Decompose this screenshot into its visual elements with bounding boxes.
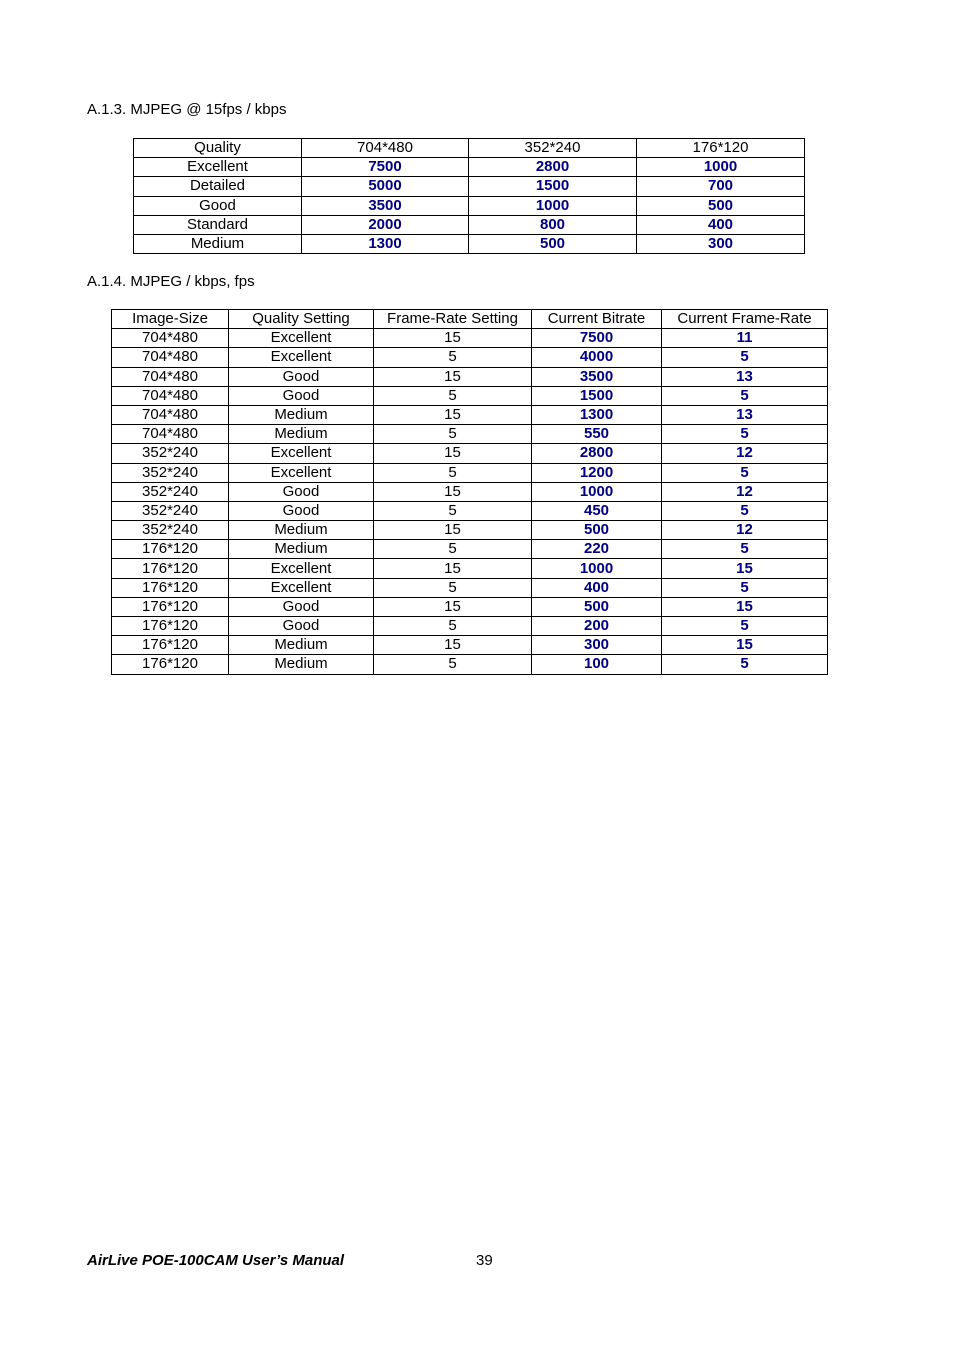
frame-rate-setting-cell: 15 bbox=[374, 329, 532, 348]
current-bitrate-cell: 500 bbox=[532, 521, 662, 540]
bitrate-cell: 1300 bbox=[302, 234, 469, 253]
quality-setting-cell: Excellent bbox=[229, 559, 374, 578]
table-row bbox=[112, 521, 828, 540]
current-bitrate-cell: 7500 bbox=[532, 329, 662, 348]
column-header: Current Bitrate bbox=[532, 310, 662, 329]
column-header: 704*480 bbox=[302, 139, 469, 158]
current-bitrate-cell: 450 bbox=[532, 501, 662, 520]
image-size-cell: 352*240 bbox=[112, 444, 229, 463]
current-frame-rate-cell: 5 bbox=[662, 655, 828, 674]
image-size-cell: 704*480 bbox=[112, 386, 229, 405]
quality-setting-cell: Good bbox=[229, 482, 374, 501]
quality-cell: Standard bbox=[134, 215, 302, 234]
current-bitrate-cell: 200 bbox=[532, 617, 662, 636]
current-bitrate-cell: 550 bbox=[532, 425, 662, 444]
quality-cell: Good bbox=[134, 196, 302, 215]
current-frame-rate-cell: 5 bbox=[662, 617, 828, 636]
column-header: Current Frame-Rate bbox=[662, 310, 828, 329]
image-size-cell: 704*480 bbox=[112, 405, 229, 424]
table-row bbox=[112, 348, 828, 367]
table-row bbox=[112, 482, 828, 501]
quality-setting-cell: Good bbox=[229, 367, 374, 386]
bitrate-cell: 2800 bbox=[469, 158, 637, 177]
bitrate-cell: 3500 bbox=[302, 196, 469, 215]
image-size-cell: 176*120 bbox=[112, 559, 229, 578]
frame-rate-setting-cell: 5 bbox=[374, 348, 532, 367]
image-size-cell: 176*120 bbox=[112, 636, 229, 655]
table-row bbox=[112, 463, 828, 482]
table-row bbox=[112, 367, 828, 386]
current-frame-rate-cell: 5 bbox=[662, 540, 828, 559]
table-row bbox=[134, 234, 805, 253]
current-bitrate-cell: 4000 bbox=[532, 348, 662, 367]
frame-rate-setting-cell: 5 bbox=[374, 501, 532, 520]
bitrate-cell: 1000 bbox=[469, 196, 637, 215]
image-size-cell: 176*120 bbox=[112, 655, 229, 674]
table-row bbox=[112, 636, 828, 655]
frame-rate-setting-cell: 15 bbox=[374, 405, 532, 424]
frame-rate-setting-cell: 15 bbox=[374, 559, 532, 578]
current-frame-rate-cell: 15 bbox=[662, 559, 828, 578]
current-bitrate-cell: 100 bbox=[532, 655, 662, 674]
bitrate-cell: 700 bbox=[637, 177, 805, 196]
bitrate-cell: 2000 bbox=[302, 215, 469, 234]
quality-setting-cell: Medium bbox=[229, 655, 374, 674]
image-size-cell: 704*480 bbox=[112, 367, 229, 386]
quality-setting-cell: Medium bbox=[229, 425, 374, 444]
table-row bbox=[112, 655, 828, 674]
table-row bbox=[112, 501, 828, 520]
frame-rate-setting-cell: 15 bbox=[374, 521, 532, 540]
column-header: Quality Setting bbox=[229, 310, 374, 329]
column-header: Quality bbox=[134, 139, 302, 158]
bitrate-cell: 800 bbox=[469, 215, 637, 234]
quality-cell: Medium bbox=[134, 234, 302, 253]
frame-rate-setting-cell: 5 bbox=[374, 386, 532, 405]
image-size-cell: 176*120 bbox=[112, 578, 229, 597]
bitrate-cell: 1500 bbox=[469, 177, 637, 196]
quality-setting-cell: Medium bbox=[229, 521, 374, 540]
image-size-cell: 352*240 bbox=[112, 463, 229, 482]
image-size-cell: 176*120 bbox=[112, 597, 229, 616]
table-header-row bbox=[134, 139, 805, 158]
column-header: 352*240 bbox=[469, 139, 637, 158]
column-header: Image-Size bbox=[112, 310, 229, 329]
current-bitrate-cell: 2800 bbox=[532, 444, 662, 463]
current-bitrate-cell: 1000 bbox=[532, 559, 662, 578]
frame-rate-setting-cell: 5 bbox=[374, 463, 532, 482]
quality-setting-cell: Good bbox=[229, 617, 374, 636]
quality-setting-cell: Excellent bbox=[229, 348, 374, 367]
image-size-cell: 176*120 bbox=[112, 617, 229, 636]
frame-rate-setting-cell: 15 bbox=[374, 367, 532, 386]
current-frame-rate-cell: 11 bbox=[662, 329, 828, 348]
current-frame-rate-cell: 5 bbox=[662, 348, 828, 367]
table-row bbox=[112, 386, 828, 405]
column-header: Frame-Rate Setting bbox=[374, 310, 532, 329]
quality-cell: Detailed bbox=[134, 177, 302, 196]
frame-rate-setting-cell: 15 bbox=[374, 636, 532, 655]
frame-rate-setting-cell: 5 bbox=[374, 617, 532, 636]
table-row bbox=[112, 405, 828, 424]
frame-rate-setting-cell: 15 bbox=[374, 597, 532, 616]
table-row bbox=[112, 329, 828, 348]
quality-setting-cell: Excellent bbox=[229, 329, 374, 348]
current-bitrate-cell: 1500 bbox=[532, 386, 662, 405]
table-row bbox=[112, 559, 828, 578]
current-frame-rate-cell: 15 bbox=[662, 636, 828, 655]
table-row bbox=[134, 215, 805, 234]
current-frame-rate-cell: 5 bbox=[662, 425, 828, 444]
table-row bbox=[134, 196, 805, 215]
column-header: 176*120 bbox=[637, 139, 805, 158]
bitrate-cell: 1000 bbox=[637, 158, 805, 177]
table-row bbox=[112, 597, 828, 616]
image-size-cell: 704*480 bbox=[112, 329, 229, 348]
bitrate-cell: 7500 bbox=[302, 158, 469, 177]
quality-setting-cell: Good bbox=[229, 597, 374, 616]
table-row bbox=[112, 444, 828, 463]
table-row bbox=[112, 578, 828, 597]
table-header-row bbox=[112, 310, 828, 329]
section-heading-mjpeg-kbps-fps: A.1.4. MJPEG / kbps, fps bbox=[87, 273, 255, 290]
current-bitrate-cell: 300 bbox=[532, 636, 662, 655]
bitrate-cell: 500 bbox=[469, 234, 637, 253]
quality-setting-cell: Medium bbox=[229, 636, 374, 655]
current-frame-rate-cell: 12 bbox=[662, 482, 828, 501]
bitrate-framerate-table-body bbox=[112, 329, 828, 674]
quality-cell: Excellent bbox=[134, 158, 302, 177]
table-row bbox=[112, 425, 828, 444]
section-heading-mjpeg-15fps: A.1.3. MJPEG @ 15fps / kbps bbox=[87, 101, 287, 118]
quality-setting-cell: Excellent bbox=[229, 578, 374, 597]
table-row bbox=[112, 617, 828, 636]
frame-rate-setting-cell: 5 bbox=[374, 655, 532, 674]
table-row bbox=[134, 158, 805, 177]
current-bitrate-cell: 1300 bbox=[532, 405, 662, 424]
footer-manual-title: AirLive POE-100CAM User’s Manual bbox=[87, 1252, 345, 1269]
table-row bbox=[112, 540, 828, 559]
frame-rate-setting-cell: 5 bbox=[374, 425, 532, 444]
current-frame-rate-cell: 13 bbox=[662, 405, 828, 424]
quality-setting-cell: Good bbox=[229, 386, 374, 405]
frame-rate-setting-cell: 5 bbox=[374, 540, 532, 559]
current-bitrate-cell: 500 bbox=[532, 597, 662, 616]
image-size-cell: 704*480 bbox=[112, 425, 229, 444]
bitrate-cell: 400 bbox=[637, 215, 805, 234]
image-size-cell: 352*240 bbox=[112, 501, 229, 520]
current-bitrate-cell: 1000 bbox=[532, 482, 662, 501]
quality-setting-cell: Excellent bbox=[229, 463, 374, 482]
image-size-cell: 176*120 bbox=[112, 540, 229, 559]
current-bitrate-cell: 220 bbox=[532, 540, 662, 559]
current-frame-rate-cell: 5 bbox=[662, 463, 828, 482]
bitrate-cell: 300 bbox=[637, 234, 805, 253]
bitrate-framerate-table bbox=[111, 309, 828, 675]
current-frame-rate-cell: 5 bbox=[662, 386, 828, 405]
bitrate-cell: 500 bbox=[637, 196, 805, 215]
current-bitrate-cell: 3500 bbox=[532, 367, 662, 386]
image-size-cell: 352*240 bbox=[112, 482, 229, 501]
quality-setting-cell: Medium bbox=[229, 540, 374, 559]
current-frame-rate-cell: 15 bbox=[662, 597, 828, 616]
current-bitrate-cell: 400 bbox=[532, 578, 662, 597]
current-frame-rate-cell: 13 bbox=[662, 367, 828, 386]
footer-page-number: 39 bbox=[476, 1252, 493, 1269]
table-row bbox=[134, 177, 805, 196]
frame-rate-setting-cell: 15 bbox=[374, 482, 532, 501]
image-size-cell: 704*480 bbox=[112, 348, 229, 367]
frame-rate-setting-cell: 15 bbox=[374, 444, 532, 463]
quality-bitrate-table bbox=[133, 138, 805, 254]
current-frame-rate-cell: 5 bbox=[662, 578, 828, 597]
current-bitrate-cell: 1200 bbox=[532, 463, 662, 482]
quality-setting-cell: Excellent bbox=[229, 444, 374, 463]
frame-rate-setting-cell: 5 bbox=[374, 578, 532, 597]
current-frame-rate-cell: 12 bbox=[662, 444, 828, 463]
bitrate-cell: 5000 bbox=[302, 177, 469, 196]
image-size-cell: 352*240 bbox=[112, 521, 229, 540]
quality-setting-cell: Medium bbox=[229, 405, 374, 424]
current-frame-rate-cell: 12 bbox=[662, 521, 828, 540]
current-frame-rate-cell: 5 bbox=[662, 501, 828, 520]
quality-setting-cell: Good bbox=[229, 501, 374, 520]
